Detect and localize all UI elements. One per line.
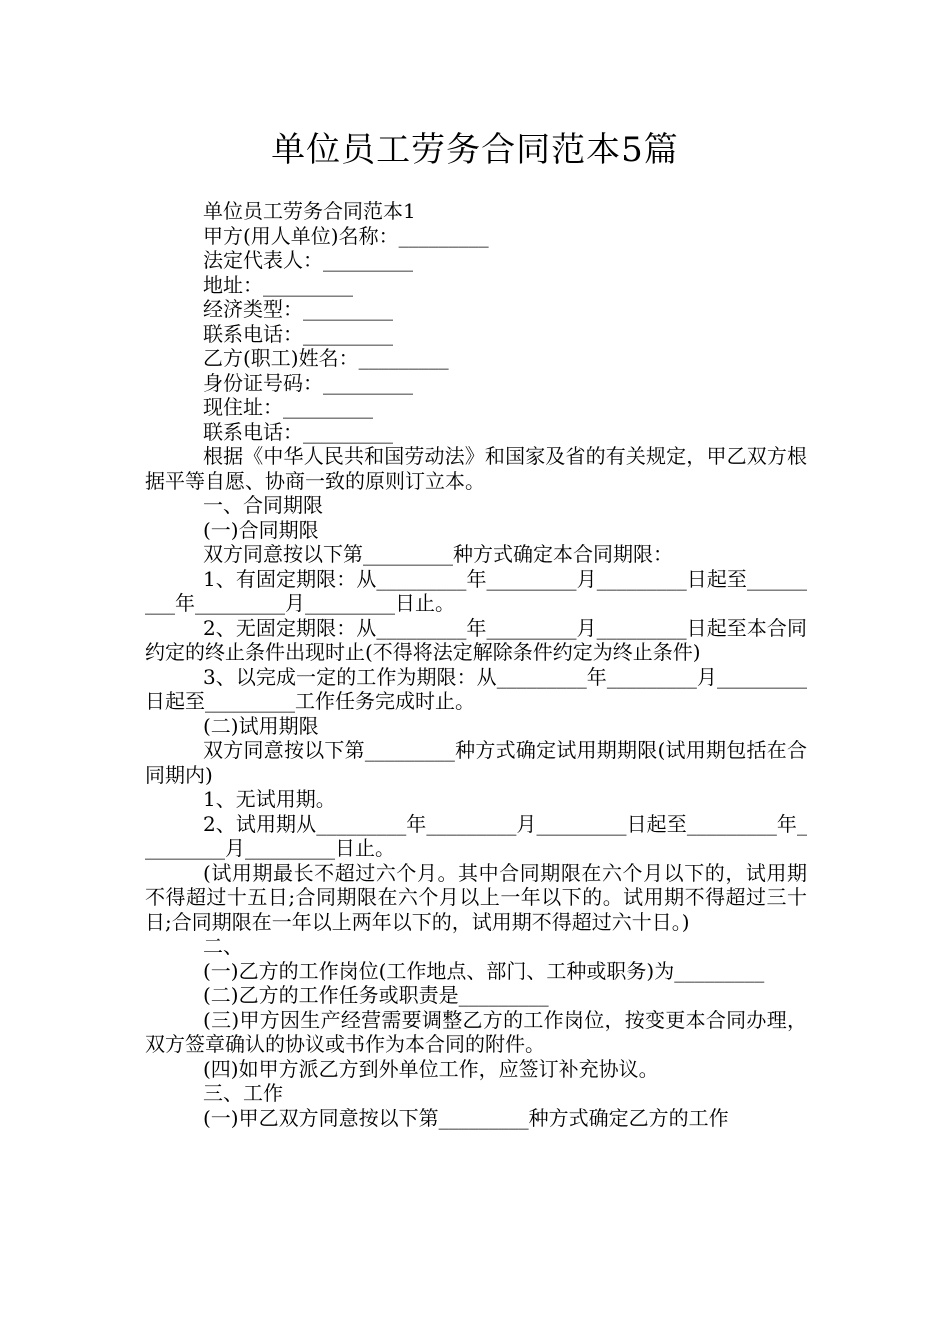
paragraph-19: 双方同意按以下第_________种方式确定试用期期限(试用期包括在合同期内) bbox=[145, 738, 807, 787]
paragraph-24: (一)乙方的工作岗位(工作地点、部门、工种或职务)为_________ bbox=[203, 958, 765, 983]
paragraph-21: 2、试用期从_________年_________月_________日起至_________年_________月_________日止。 bbox=[145, 811, 807, 860]
paragraph-20: 1、无试用期。 bbox=[203, 787, 336, 811]
paragraph-26: (三)甲方因生产经营需要调整乙方的工作岗位，按变更本合同办理，双方签章确认的协议或书作为本合同的附件。 bbox=[145, 1007, 807, 1056]
document-title: 单位员工劳务合同范本5篇 bbox=[271, 130, 679, 170]
paragraph-11: 根据《中华人民共和国劳动法》和国家及省的有关规定，甲乙双方根据平等自愿、协商一致的原则订立本。 bbox=[145, 444, 807, 493]
paragraph-10: 联系电话：_________ bbox=[203, 419, 393, 444]
paragraph-29: (一)甲乙双方同意按以下第_________种方式确定乙方的工作 bbox=[203, 1105, 729, 1130]
paragraph-12: 一、合同期限 bbox=[203, 493, 323, 517]
paragraph-18: (二)试用期限 bbox=[203, 713, 319, 738]
paragraph-17: 3、以完成一定的工作为期限：从_________年_________月_________日起至_________工作任务完成时止。 bbox=[145, 664, 807, 713]
paragraph-1: 单位员工劳务合同范本1 bbox=[203, 199, 416, 223]
paragraph-15: 1、有固定期限：从_________年_________月_________日起至_________年_________月_________日止。 bbox=[145, 566, 807, 615]
paragraph-3: 法定代表人：_________ bbox=[203, 248, 413, 272]
paragraph-28: 三、工作 bbox=[203, 1081, 283, 1105]
paragraph-23: 二、 bbox=[203, 934, 243, 958]
paragraph-9: 现住址：_________ bbox=[203, 395, 373, 419]
paragraph-25: (二)乙方的工作任务或职责是_________ bbox=[203, 983, 549, 1007]
paragraph-2: 甲方(用人单位)名称：_________ bbox=[203, 223, 489, 248]
paragraph-8: 身份证号码：_________ bbox=[203, 370, 413, 395]
paragraph-4: 地址：_________ bbox=[203, 272, 353, 297]
paragraph-7: 乙方(职工)姓名：_________ bbox=[203, 346, 449, 370]
paragraph-6: 联系电话：_________ bbox=[203, 321, 393, 346]
paragraph-16: 2、无固定期限：从_________年_________月_________日起至本合同约定的终止条件出现时止(不得将法定解除条件约定为终止条件) bbox=[145, 615, 807, 664]
paragraph-13: (一)合同期限 bbox=[203, 517, 319, 542]
document-body bbox=[145, 199, 807, 1130]
paragraph-14: 双方同意按以下第_________种方式确定本合同期限： bbox=[203, 542, 673, 566]
paragraph-22: (试用期最长不超过六个月。其中合同期限在六个月以下的，试用期不得超过十五日;合同期限在六个月以上一年以下的。试用期不得超过三十日;合同期限在一年以上两年以下的，试用期不得超过六十日。) bbox=[145, 860, 807, 934]
paragraph-27: (四)如甲方派乙方到外单位工作，应签订补充协议。 bbox=[203, 1056, 659, 1081]
paragraph-5: 经济类型：_________ bbox=[203, 297, 393, 321]
